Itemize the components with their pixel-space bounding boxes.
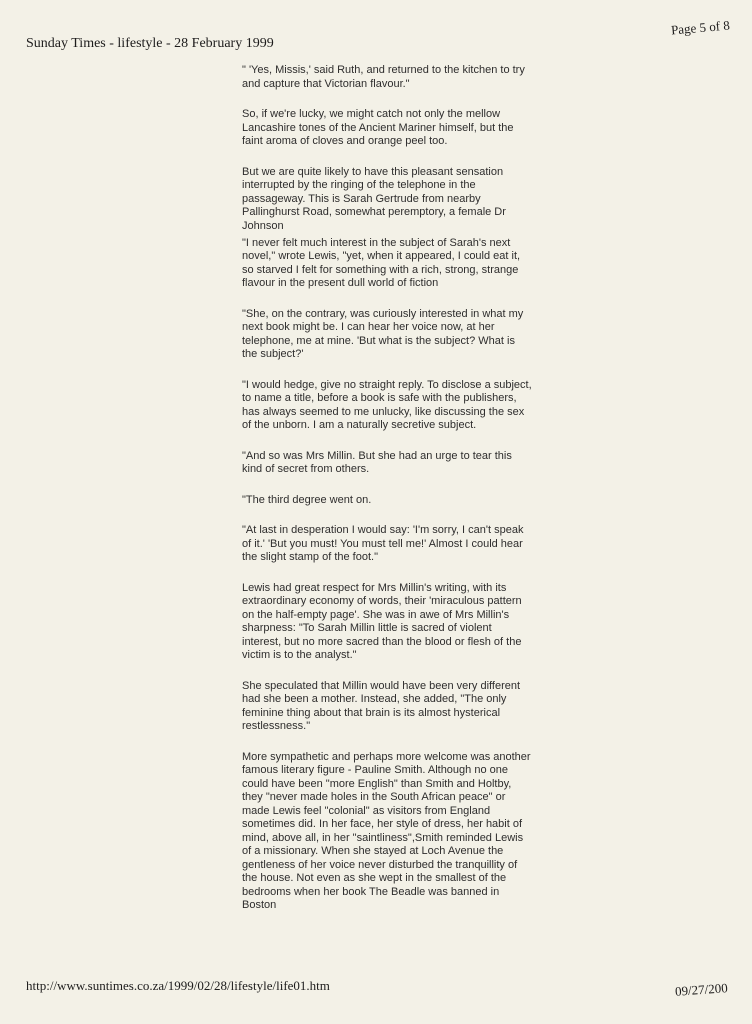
article-paragraph-5: "She, on the contrary, was curiously interested in what my next book might be. I can hear her voice now, at her telephone, me at mine. 'But what is the subject? What is the subject?' bbox=[242, 307, 524, 360]
source-url: http://www.suntimes.co.za/1999/02/28/lifestyle/life01.htm bbox=[26, 978, 330, 993]
article-paragraph-2: So, if we're lucky, we might catch not only the mellow Lancashire tones of the Ancient Mariner himself, but the faint aroma of cloves and orange peel too. bbox=[242, 108, 514, 147]
article-paragraph-1: " 'Yes, Missis,' said Ruth, and returned to the kitchen to try and capture that Victorian flavour." bbox=[242, 64, 525, 90]
article-paragraph-7: "And so was Mrs Millin. But she had an urge to tear this kind of secret from others. bbox=[242, 449, 512, 475]
print-date: 09/27/200 bbox=[674, 980, 729, 999]
article-paragraph-8: "The third degree went on. bbox=[242, 493, 372, 506]
article-paragraph-3: But we are quite likely to have this pleasant sensation interrupted by the ringing of the telephone in the passageway. This is Sarah Gertrude from nearby Pallinghurst Road, somewhat peremptory, a female Dr Johnson bbox=[242, 165, 506, 232]
source-header: Sunday Times - lifestyle - 28 February 1999 bbox=[26, 36, 274, 51]
article-paragraph-9: "At last in desperation I would say: 'I'm sorry, I can't speak of it.' 'But you must! You must tell me!' Almost I could hear the slight stamp of the foot." bbox=[242, 524, 524, 563]
article-paragraph-12: More sympathetic and perhaps more welcome was another famous literary figure - Pauline Smith. Although no one could have been "more English" than Smith and Holtby, they "never made holes in the South African peace" or made Lewis feel "colonial" as visitors from England sometimes did. In her face, her style of dress, her habit of mind, above all, in her "saintliness",Smith reminded Lewis of a missionary. When she stayed at Loch Avenue the gentleness of her voice never disturbed the tranquillity of the house. Not even as she wept in the smallest of the bedrooms when her book The Beadle was banned in Boston bbox=[242, 750, 531, 911]
article-paragraph-10: Lewis had great respect for Mrs Millin's writing, with its extraordinary economy of words, their 'miraculous pattern on the half-empty page'. She was in awe of Mrs Millin's sharpness: "To Sarah Millin little is sacred of violent interest, but no more sacred than the blood or flesh of the victim is to the analyst." bbox=[242, 581, 522, 661]
article-paragraph-11: She speculated that Millin would have been very different had she been a mother. Instead, she added, "The only feminine thing about that brain is its almost hysterical restlessness." bbox=[242, 679, 521, 732]
page-number: Page 5 of 8 bbox=[670, 17, 731, 38]
article-paragraph-6: "I would hedge, give no straight reply. To disclose a subject, to name a title, before a book is safe with the publishers, has always seemed to me unlucky, like discussing the sex of the unborn. I am a naturally secretive subject. bbox=[242, 378, 532, 431]
article-body bbox=[242, 64, 532, 954]
article-paragraph-4: "I never felt much interest in the subject of Sarah's next novel," wrote Lewis, "yet, when it appeared, I could eat it, so starved I felt for something with a rich, strong, strange flavour in the present dull world of fiction bbox=[242, 236, 521, 289]
